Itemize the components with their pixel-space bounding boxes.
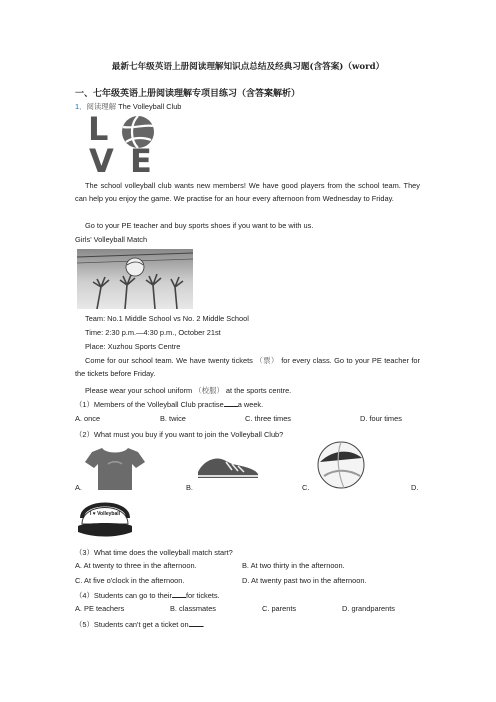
question-2-stem: （2）What must you buy if you want to join the Volleyball Club?	[75, 430, 284, 439]
q4-option-c[interactable]: C. parents	[262, 604, 297, 613]
question-1-stem: （1）Members of the Volleyball Club practise a week.	[75, 400, 264, 409]
question-4-stem: （4）Students can go to their for tickets.	[75, 591, 220, 600]
passage-come: Come for our school team. We have twenty tickets （票） for every class. Go to your PE teacher for the tickets before Friday.	[75, 356, 420, 378]
q3-option-b[interactable]: B. At two thirty in the afternoon.	[242, 561, 345, 570]
q4-option-a[interactable]: A. PE teachers	[75, 604, 125, 613]
q2-option-c[interactable]: C.	[302, 483, 310, 492]
document-title: 最新七年级英语上册阅读理解知识点总结及经典习题(含答案)（word）	[111, 62, 385, 72]
q3-option-a[interactable]: A. At twenty to three in the afternoon.	[75, 561, 197, 570]
match-team: Team: No.1 Middle School vs No. 2 Middle School	[85, 314, 249, 323]
cap-image	[76, 494, 134, 540]
question-5-stem: （5）Students can't get a ticket on .	[75, 620, 205, 629]
logo-letter-e: E	[130, 142, 152, 180]
match-heading: Girls' Volleyball Match	[75, 235, 148, 244]
volleyball-hands-photo	[77, 249, 193, 309]
section-title: 一、七年级英语上册阅读理解专项目练习（含答案解析）	[75, 89, 301, 99]
q1-option-a[interactable]: A. once	[75, 414, 101, 423]
question-number: 1．	[75, 102, 87, 111]
sports-shoe-icon	[196, 450, 260, 482]
passage-wear: Please wear your school uniform （校服） at the sports centre.	[85, 386, 292, 395]
q4-option-d[interactable]: D. grandparents	[342, 604, 395, 613]
answer-blank	[189, 619, 203, 627]
tshirt-icon	[84, 446, 146, 492]
logo-letter-l: L	[88, 110, 109, 148]
question-cn-label: 阅读理解	[86, 102, 117, 111]
cap-text: I ♥ Volleyball	[89, 511, 121, 517]
q2-option-d[interactable]: D.	[411, 483, 419, 492]
q1-option-b[interactable]: B. twice	[160, 414, 186, 423]
q3-option-c[interactable]: C. At five o'clock in the afternoon.	[75, 576, 185, 585]
q4-option-b[interactable]: B. classmates	[170, 604, 217, 613]
question-3-stem: （3）What time does the volleyball match start?	[75, 548, 233, 557]
love-logo	[88, 110, 158, 180]
q1-option-c[interactable]: C. three times	[245, 414, 292, 423]
answer-blank	[172, 590, 186, 598]
passage-paragraph-1: The school volleyball club wants new members! We have good players from the school team. They can help you enjoy the game. We practise for an hour every afternoon from Wednesday to Friday.	[75, 181, 420, 203]
answer-blank	[224, 399, 238, 407]
q3-option-d[interactable]: D. At twenty past two in the afternoon.	[242, 576, 367, 585]
match-place: Place: Xuzhou Sports Centre	[85, 342, 181, 351]
q2-option-a[interactable]: A.	[75, 483, 82, 492]
passage-paragraph-2: Go to your PE teacher and buy sports shoes if you want to be with us.	[85, 221, 314, 230]
q1-option-d[interactable]: D. four times	[360, 414, 402, 423]
match-time: Time: 2:30 p.m.—4:30 p.m., October 21st	[85, 328, 221, 337]
volleyball-icon	[316, 440, 366, 490]
question-title: The Volleyball Club	[116, 102, 182, 111]
q2-option-b[interactable]: B.	[186, 483, 193, 492]
logo-letter-v: V	[89, 142, 114, 180]
